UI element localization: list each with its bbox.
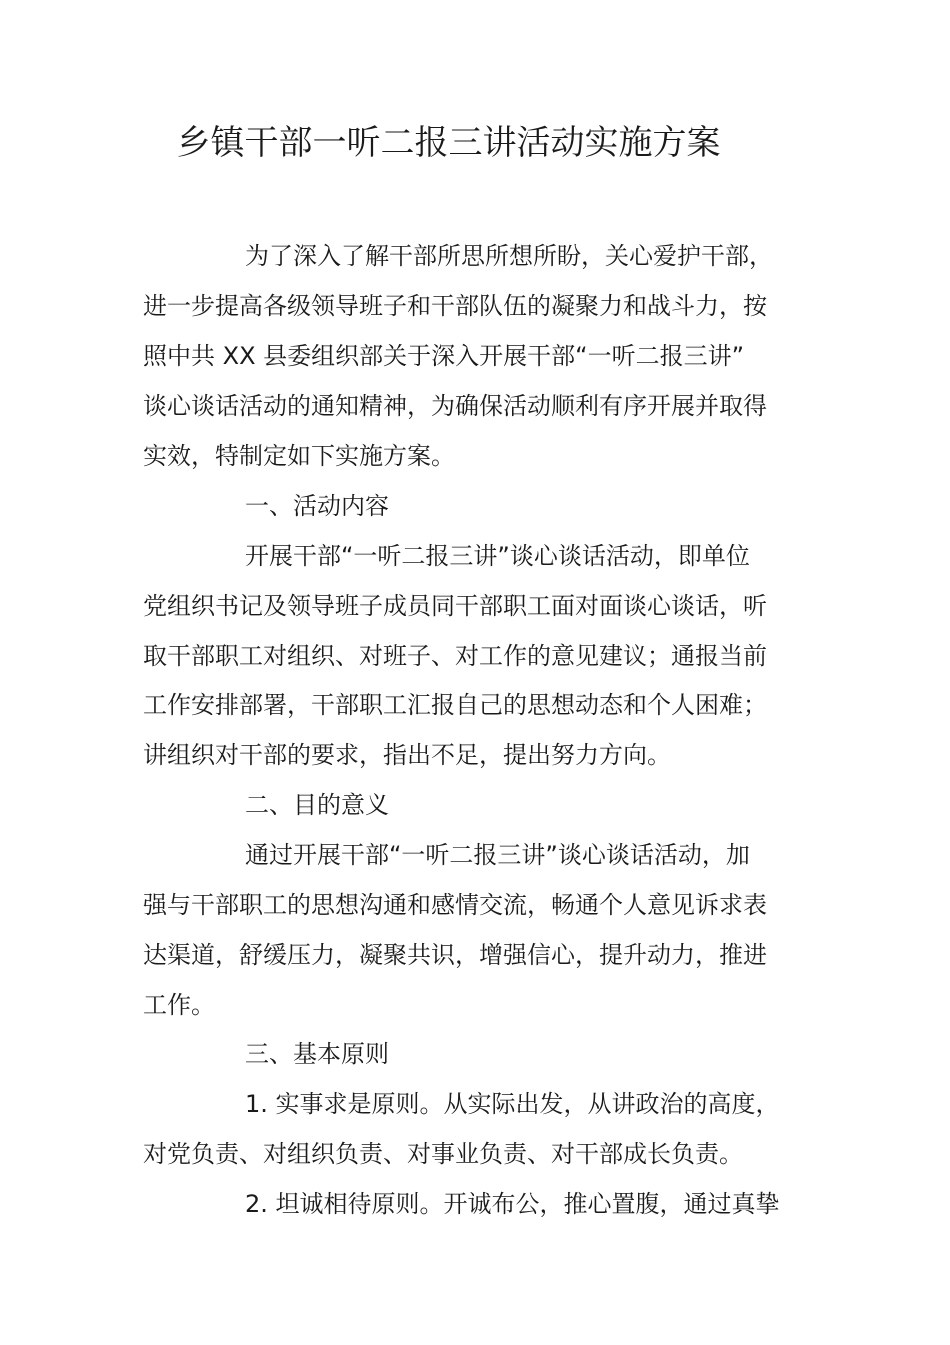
paragraph-line: 取干部职工对组织、对班子、对工作的意见建议；通报当前 [143, 642, 767, 670]
paragraph-line: 进一步提高各级领导班子和干部队伍的凝聚力和战斗力，按 [143, 292, 767, 320]
paragraph-line: 实效，特制定如下实施方案。 [143, 442, 455, 470]
paragraph-line: 达渠道，舒缓压力，凝聚共识，增强信心，提升动力，推进 [143, 941, 767, 969]
paragraph-line: 2. 坦诚相待原则。开诚布公，推心置腹，通过真挚 [245, 1190, 780, 1218]
section-heading: 三、基本原则 [245, 1040, 389, 1068]
paragraph-line: 为了深入了解干部所思所想所盼，关心爱护干部， [245, 242, 773, 270]
paragraph-line: 对党负责、对组织负责、对事业负责、对干部成长负责。 [143, 1140, 743, 1168]
paragraph-line: 党组织书记及领导班子成员同干部职工面对面谈心谈话，听 [143, 592, 767, 620]
paragraph-line: 1. 实事求是原则。从实际出发，从讲政治的高度， [245, 1090, 780, 1118]
paragraph-line: 工作安排部署，干部职工汇报自己的思想动态和个人困难； [143, 691, 767, 719]
section-heading: 一、活动内容 [245, 492, 389, 520]
paragraph-line: 讲组织对干部的要求，指出不足，提出努力方向。 [143, 741, 671, 769]
paragraph-line: 工作。 [143, 991, 215, 1019]
paragraph-line: 通过开展干部“一听二报三讲”谈心谈话活动，加 [245, 841, 750, 869]
paragraph-line: 强与干部职工的思想沟通和感情交流，畅通个人意见诉求表 [143, 891, 767, 919]
paragraph-line: 照中共 XX 县委组织部关于深入开展干部“一听二报三讲” [143, 342, 745, 370]
paragraph-line: 开展干部“一听二报三讲”谈心谈话活动，即单位 [245, 542, 750, 570]
document-title: 乡镇干部一听二报三讲活动实施方案 [176, 123, 721, 163]
paragraph-line: 谈心谈话活动的通知精神，为确保活动顺利有序开展并取得 [143, 392, 767, 420]
section-heading: 二、目的意义 [245, 791, 389, 819]
